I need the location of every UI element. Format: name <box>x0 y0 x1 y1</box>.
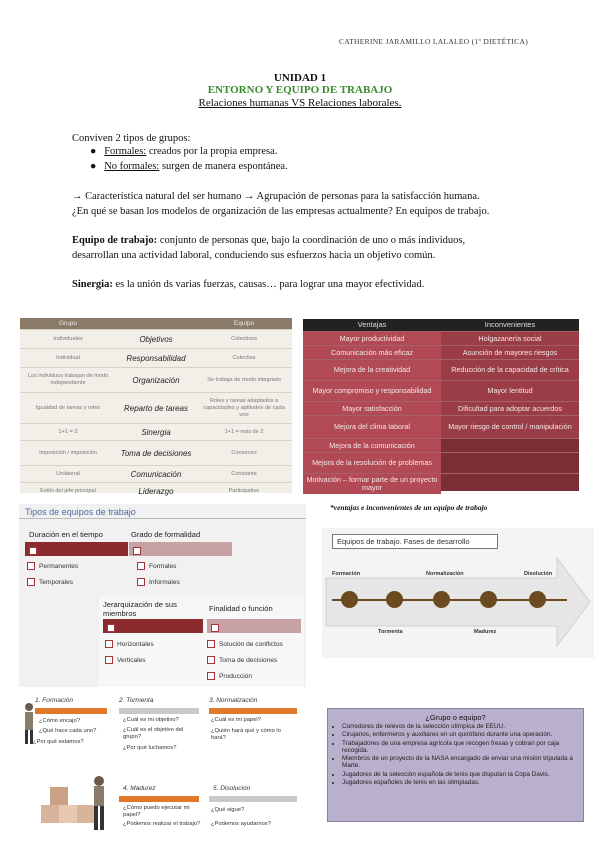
checkbox-icon <box>211 624 219 632</box>
table-cell <box>441 474 579 494</box>
table-row <box>303 359 579 380</box>
table-cell: Individuales <box>53 335 83 342</box>
diagram-title: Equipos de trabajo. Fases de desarrollo <box>332 534 498 549</box>
checkbox-icon <box>133 547 141 555</box>
duration-bar <box>25 542 128 556</box>
bullet-text: surgen de manera espontánea. <box>159 161 288 172</box>
table-cell: Reducción de la capacidad de crítica <box>441 360 579 380</box>
table-header <box>303 319 579 331</box>
page-title: ENTORNO Y EQUIPO DE TRABAJO <box>207 84 393 96</box>
table-cell: Mejora del clima laboral <box>303 416 441 438</box>
table-cell: Mayor compromiso y responsabilidad <box>303 381 441 401</box>
table-cell: Colectivos <box>231 335 257 342</box>
table-cell: Holgazanería social <box>441 332 579 345</box>
list-item: • Corredores de relevos de la selección olímpica de EEUU. <box>342 723 583 730</box>
checkbox-icon <box>105 656 113 664</box>
table-cell: Responsabilidad <box>126 353 186 363</box>
option-label: Solución de conflictos <box>219 640 283 648</box>
option-item <box>27 578 73 586</box>
synergy-term: Sinergia: <box>72 279 113 290</box>
phase-label: Formación <box>332 571 361 577</box>
duration-label: Duración en el tiempo <box>29 530 103 539</box>
people-puzzle-icon <box>37 771 117 837</box>
advantages-table <box>303 319 579 491</box>
header-cell: Equipo <box>233 320 255 327</box>
synergy-def: es la unión ds varias fuerzas, causas… para lograr una mayor efectividad. <box>112 279 425 290</box>
stage-question: ¿Por qué estamos? <box>33 739 84 745</box>
table-row <box>303 401 579 415</box>
header-cell: Grupo <box>58 320 78 327</box>
bullet-text: creados por la propia empresa. <box>146 146 278 157</box>
table-cell: Se trabaja de modo integrado <box>207 376 281 383</box>
table-row <box>303 452 579 473</box>
stage-bar <box>209 708 297 714</box>
phase-label: Madurez <box>474 629 497 635</box>
option-item <box>27 562 78 570</box>
stage-question: ¿Cuál es mi objetivo? <box>123 717 179 723</box>
table-cell: Mayor satisfacción <box>303 402 441 415</box>
option-item <box>105 640 154 648</box>
stage-bar <box>209 796 297 802</box>
checkbox-icon <box>207 672 215 680</box>
divider <box>19 518 306 519</box>
option-item <box>137 578 180 586</box>
option-item <box>207 656 277 664</box>
table-cell: Organización <box>132 375 180 385</box>
table-cell: Mejora de la creatividad <box>303 360 441 380</box>
option-item <box>207 640 283 648</box>
table-cell <box>441 439 579 452</box>
table-row <box>20 440 292 465</box>
table-cell: Mayor productividad <box>303 332 441 345</box>
checkbox-icon <box>137 562 145 570</box>
table-cell: Unilateral <box>56 470 80 477</box>
team-types-diagram <box>19 504 306 687</box>
person-icon <box>19 699 39 749</box>
table-header <box>20 318 292 329</box>
table-row <box>20 348 292 367</box>
table-row <box>20 392 292 423</box>
stage-question: ¿Cómo encajo? <box>39 718 80 724</box>
table-cell: Consenso <box>231 449 257 456</box>
author-name: CATHERINE JARAMILLO LALALEO (1º DIETÉTICA) <box>338 37 528 46</box>
phase-label: Normalización <box>426 571 464 577</box>
phase-dot <box>529 591 546 608</box>
table-cell: Objetivos <box>139 334 173 344</box>
table-row <box>20 423 292 440</box>
list-item: • Cirujanos, enfermeros y auxiliares en un quirófano durante una operación. <box>342 731 583 738</box>
checkbox-icon <box>29 547 37 555</box>
table-cell: Mayor lentitud <box>441 381 579 401</box>
phase-dot <box>341 591 358 608</box>
option-label: Temporales <box>39 578 74 586</box>
list-item: • Trabajadores de una empresa agrícola que recogen fresas y cobran por caja recogida. <box>342 740 583 755</box>
stage-question: ¿Podemos realizar el trabajo? <box>123 821 201 827</box>
table-row <box>303 345 579 359</box>
stage-question: ¿Podemos ayudarnos? <box>211 821 271 827</box>
option-label: Formales <box>149 562 177 570</box>
table-cell: Dificultad para adoptar acuerdos <box>441 402 579 415</box>
option-label: Verticales <box>117 656 146 664</box>
bullet-term: Formales: <box>104 146 147 157</box>
table-cell: Liderazgo <box>138 486 174 496</box>
table-cell: Asunción de mayores riesgos <box>441 346 579 359</box>
table-row <box>303 380 579 401</box>
option-label: Horizontales <box>117 640 154 648</box>
table-row <box>20 482 292 499</box>
table-cell: Colectiva <box>232 354 256 361</box>
phase-dot <box>386 591 403 608</box>
team-definition-cont: desarrollan una actividad laboral, conduciendo sus esfuerzos hacia un objetivo común. <box>72 250 436 261</box>
option-label: Permanentes <box>39 562 79 570</box>
team-def: conjunto de personas que, bajo la coordinación de uno o más individuos, <box>157 235 466 246</box>
formality-label: Grado de formalidad <box>131 530 201 539</box>
stage-bar <box>119 708 199 714</box>
examples-box <box>327 708 584 822</box>
stage-question: ¿Por qué luchamos? <box>123 745 177 751</box>
stage-question: ¿Cómo puedo ejecutar mi papel? <box>123 805 190 818</box>
checkbox-icon <box>137 578 145 586</box>
table-cell: Los individuos trabajan de modo independiente <box>27 373 109 386</box>
table-cell: Imposición / imposición <box>39 449 97 456</box>
table-cell: Individual <box>56 354 80 361</box>
table-row <box>20 367 292 392</box>
checkbox-icon <box>207 656 215 664</box>
option-label: Producción <box>219 672 252 680</box>
examples-list <box>328 723 583 786</box>
table-cell <box>441 453 579 473</box>
table-row <box>303 331 579 345</box>
table-cell: Participativo <box>228 487 260 494</box>
unit-title: UNIDAD 1 <box>273 72 327 84</box>
table-row <box>20 465 292 482</box>
list-item: • Jugadores españoles de tenis en las olimpiadas. <box>342 779 583 786</box>
synergy-definition <box>72 277 424 292</box>
figure-caption: *ventajas e inconvenientes de un equipo de trabajo <box>330 503 488 512</box>
groups-intro: Conviven 2 tipos de grupos: <box>72 133 191 144</box>
stage-question: ¿Cuál es el objetivo del grupo? <box>123 727 184 740</box>
table-cell: Comunicación más eficaz <box>303 346 441 359</box>
stage-title: 2. Tormenta <box>119 697 154 704</box>
bullet-formales: ● Formales: creados por la propia empresa. <box>90 146 278 157</box>
stage-question: ¿Quién hará qué y cómo lo hará? <box>211 728 281 741</box>
purpose-bar <box>207 619 301 633</box>
header-cell: Inconvenientes <box>484 320 536 329</box>
stage-question: ¿Cuál es mi papel? <box>211 717 261 723</box>
header-cell: Ventajas <box>357 320 387 329</box>
team-stages-illustration <box>19 693 304 838</box>
stage-title: 1. Formación <box>35 697 73 704</box>
table-cell: Comunicación <box>130 469 182 479</box>
header-cell <box>116 318 196 329</box>
stage-title: 5. Disolución <box>213 785 251 792</box>
checkbox-icon <box>27 578 35 586</box>
page-subtitle: Relaciones humanas VS Relaciones laborales. <box>198 97 402 109</box>
hierarchy-bar <box>103 619 203 633</box>
option-label: Informales <box>149 578 180 586</box>
option-item <box>137 562 176 570</box>
development-phases-diagram <box>322 528 594 658</box>
table-cell: Mayor riesgo de control / manipulación <box>441 416 579 438</box>
phase-label: Disolución <box>524 571 553 577</box>
option-label: Toma de decisiones <box>219 656 278 664</box>
table-cell: Mejora de la resolución de problemas <box>303 453 441 473</box>
bullet-term: No formales: <box>104 161 160 172</box>
stage-question: ¿Qué sigue? <box>211 807 245 813</box>
table-cell: Toma de decisiones <box>120 448 192 458</box>
table-cell: Reparto de tareas <box>123 403 189 413</box>
diagram-title: Tipos de equipos de trabajo <box>25 507 136 517</box>
table-cell: Sinergia <box>141 427 171 437</box>
formality-bar <box>129 542 232 556</box>
list-item: • Jugadores de la selección española de tenis que disputan la Copa Davis. <box>342 771 583 778</box>
hierarchy-label: Jerarquización de sus miembros <box>103 600 177 618</box>
option-item <box>207 672 252 680</box>
team-term: Equipo de trabajo: <box>72 235 158 246</box>
table-cell: Mejora de la comunicación <box>303 439 441 452</box>
stage-bar <box>119 796 199 802</box>
question-line: ¿En qué se basan los modelos de organización de las empresas actualmente? En equipos de trabajo. <box>72 206 490 217</box>
table-row <box>303 473 579 494</box>
stage-title: 3. Normalización <box>209 697 258 704</box>
phase-dot <box>480 591 497 608</box>
stage-bar <box>35 708 107 714</box>
checkbox-icon <box>105 640 113 648</box>
table-cell: Motivación – formar parte de un proyecto mayor <box>303 474 441 494</box>
table-row <box>303 438 579 452</box>
group-vs-team-table <box>20 318 292 496</box>
table-cell: Roles y tareas adaptados a capacidades y aptitudes de cada uno <box>203 397 285 418</box>
examples-heading: ¿Grupo o equipo? <box>425 713 486 722</box>
phase-dot <box>433 591 450 608</box>
table-cell: 1+1 = más de 2 <box>224 428 264 435</box>
table-cell: 1+1 = 2 <box>58 428 78 435</box>
stage-title: 4. Madurez <box>123 785 156 792</box>
checkbox-icon <box>207 640 215 648</box>
option-item <box>105 656 146 664</box>
phase-label: Tormenta <box>378 629 403 635</box>
purpose-label: Finalidad o función <box>209 604 273 613</box>
bullet-no-formales: ● No formales: surgen de manera espontánea. <box>90 161 288 172</box>
list-item: • Miembros de un proyecto de la NASA encargado de enviar una misión tripulada a Marte. <box>342 755 583 770</box>
table-cell: Igualdad de tareas y roles <box>35 404 101 411</box>
team-definition <box>72 233 465 248</box>
table-row <box>303 415 579 438</box>
checkbox-icon <box>27 562 35 570</box>
stage-question: ¿Qué hace cada uno? <box>39 728 97 734</box>
table-row <box>20 329 292 348</box>
table-cell: Constante <box>231 470 257 477</box>
checkbox-icon <box>107 624 115 632</box>
characteristic-line: → Característica natural del ser humano → Agrupación de personas para la satisfacción humana. <box>72 191 480 202</box>
table-cell: Estilo del jefe principal <box>40 487 96 494</box>
